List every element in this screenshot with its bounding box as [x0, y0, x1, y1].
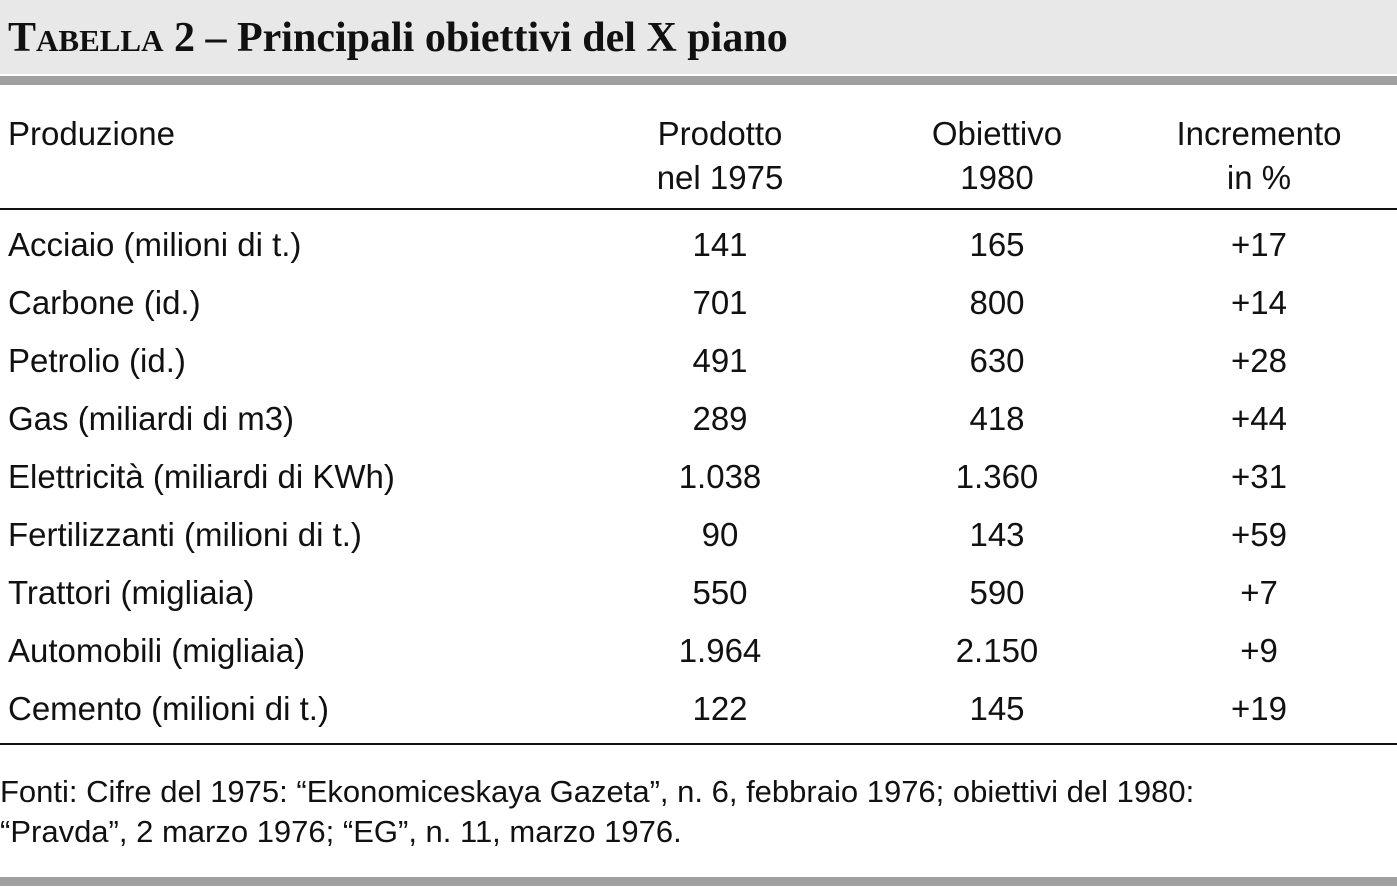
source-note: [0, 772, 1397, 852]
table-row: [0, 332, 1397, 390]
table-row: [0, 506, 1397, 564]
header-incremento: [1129, 112, 1389, 200]
top-thick-rule: [0, 76, 1397, 85]
row-obiettivo: 630: [969, 342, 1025, 379]
table-title-rest: 2 – Principali obiettivi del X piano: [163, 15, 788, 61]
header-obiettivo: [867, 112, 1127, 200]
row-label: Gas (miliardi di m3): [8, 400, 295, 437]
row-label: Elettricità (miliardi di KWh): [8, 458, 395, 495]
row-incremento: +59: [1231, 516, 1287, 553]
header-obiettivo-line1: Obiettivo: [931, 115, 1063, 152]
row-prodotto: 1.964: [678, 632, 762, 669]
source-note-line1: Fonti: Cifre del 1975: “Ekonomiceskaya Gazeta”, n. 6, febbraio 1976; obiettivi del 1980:: [0, 774, 1195, 809]
row-obiettivo: 800: [969, 284, 1025, 321]
table-row: [0, 680, 1397, 738]
row-prodotto: 122: [692, 690, 748, 727]
header-incremento-line1: Incremento: [1176, 115, 1342, 152]
row-obiettivo: 590: [969, 574, 1025, 611]
row-incremento: +44: [1231, 400, 1287, 437]
row-prodotto: 550: [692, 574, 748, 611]
header-obiettivo-line2: 1980: [960, 159, 1034, 196]
table-body: [0, 216, 1397, 738]
header-produzione: Produzione: [8, 115, 175, 152]
table-row: [0, 564, 1397, 622]
source-note-line2: “Pravda”, 2 marzo 1976; “EG”, n. 11, marzo 1976.: [0, 814, 682, 849]
table-title-initial: T: [8, 15, 37, 61]
row-prodotto: 491: [692, 342, 748, 379]
row-incremento: +19: [1231, 690, 1287, 727]
row-incremento: +7: [1240, 574, 1278, 611]
row-incremento: +31: [1231, 458, 1287, 495]
row-prodotto: 90: [701, 516, 739, 553]
row-obiettivo: 145: [969, 690, 1025, 727]
row-obiettivo: 418: [969, 400, 1025, 437]
bottom-thick-rule: [0, 877, 1397, 886]
row-incremento: +14: [1231, 284, 1287, 321]
table-title-small-caps: ABELLA: [36, 23, 164, 58]
row-obiettivo: 143: [969, 516, 1025, 553]
row-prodotto: 141: [692, 226, 748, 263]
table-end-rule: [0, 743, 1397, 745]
table-row: [0, 216, 1397, 274]
row-incremento: +17: [1231, 226, 1287, 263]
row-label: Trattori (migliaia): [8, 574, 255, 611]
header-rule: [0, 208, 1397, 210]
row-label: Fertilizzanti (milioni di t.): [8, 516, 362, 553]
table-row: [0, 448, 1397, 506]
row-label: Acciaio (milioni di t.): [8, 226, 302, 263]
row-prodotto: 1.038: [678, 458, 762, 495]
header-prodotto-line2: nel 1975: [656, 159, 784, 196]
row-obiettivo: 2.150: [955, 632, 1039, 669]
table-row: [0, 622, 1397, 680]
row-label: Cemento (milioni di t.): [8, 690, 329, 727]
row-incremento: +9: [1240, 632, 1278, 669]
row-prodotto: 701: [692, 284, 748, 321]
row-obiettivo: 165: [969, 226, 1025, 263]
header-prodotto: [590, 112, 850, 200]
table-row: [0, 390, 1397, 448]
row-prodotto: 289: [692, 400, 748, 437]
header-incremento-line2: in %: [1226, 159, 1292, 196]
row-label: Automobili (migliaia): [8, 632, 306, 669]
row-label: Petrolio (id.): [8, 342, 186, 379]
header-prodotto-line1: Prodotto: [657, 115, 783, 152]
table-row: [0, 274, 1397, 332]
row-label: Carbone (id.): [8, 284, 201, 321]
row-obiettivo: 1.360: [955, 458, 1039, 495]
table-title: [8, 12, 788, 67]
title-bar: [0, 0, 1397, 74]
row-incremento: +28: [1231, 342, 1287, 379]
